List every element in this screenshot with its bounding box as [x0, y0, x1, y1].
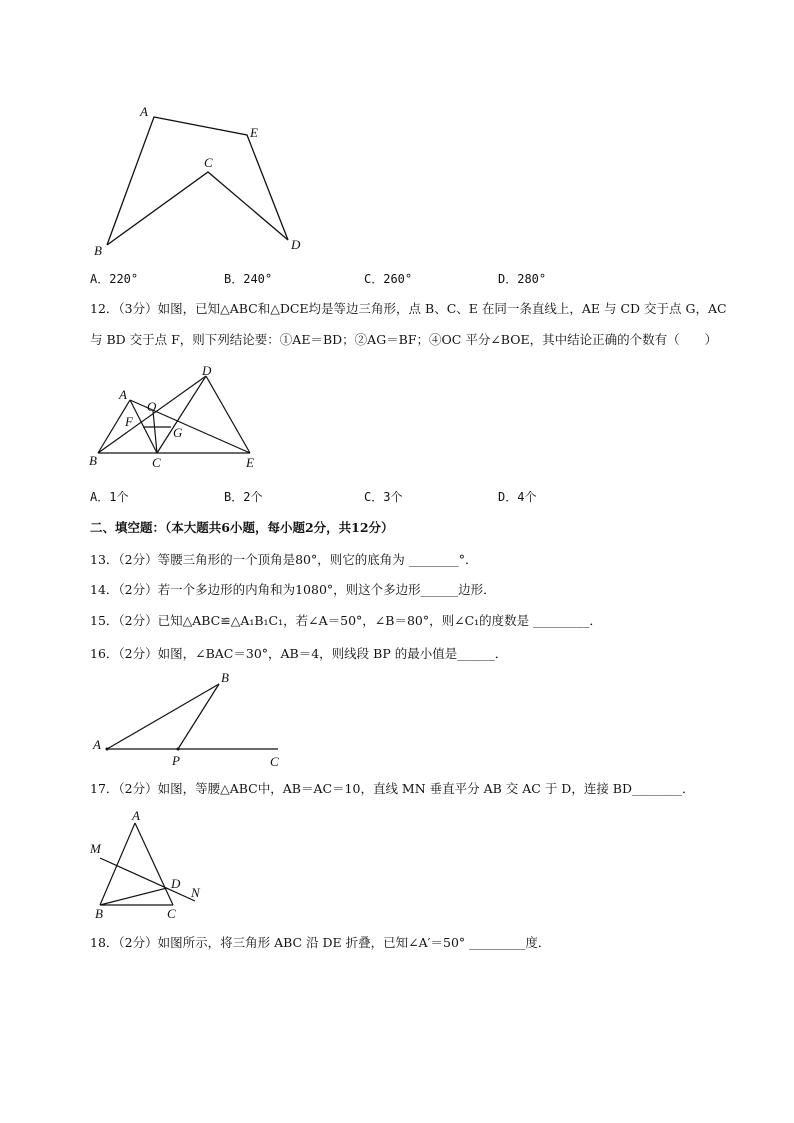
- q12-label-b: B: [89, 453, 97, 468]
- q12-label-e: E: [246, 455, 254, 470]
- q11-shape: [107, 117, 288, 245]
- q11-label-c: C: [204, 155, 213, 170]
- q11-figure: [88, 100, 318, 265]
- q16-label-a: A: [93, 737, 101, 752]
- q17-label-a: A: [132, 808, 140, 823]
- q11-option-c: C．260°: [364, 272, 413, 286]
- q17-label-n: N: [191, 885, 200, 900]
- q12-text-line1: 12．（3分）如图，已知△ABC和△DCE均是等边三角形，点 B、C、E 在同一条直线上，AE 与 CD 交于点 G，AC: [90, 301, 727, 316]
- q16-label-c: C: [270, 754, 279, 768]
- q12-label-g: G: [173, 425, 183, 440]
- q17-label-c: C: [167, 906, 176, 921]
- section-heading-fill-in: 二、填空题：（本大题共6小题，每小题2分，共12分）: [90, 520, 394, 535]
- q11-option-a: A．220°: [90, 272, 139, 286]
- q12-figure: [84, 360, 274, 475]
- q17-figure: [86, 805, 216, 925]
- q17-label-m: M: [90, 841, 101, 856]
- q11-label-b: B: [94, 243, 102, 258]
- q12-label-d: D: [202, 363, 212, 378]
- q11-label-d: D: [291, 237, 301, 252]
- q12-label-f: F: [125, 414, 133, 429]
- q17-text: 17．（2分）如图，等腰△ABC中，AB＝AC＝10，直线 MN 垂直平分 AB 交 AC 于 D，连接 BD________．: [90, 781, 695, 796]
- q16-text: 16．（2分）如图，∠BAC＝30°，AB＝4，则线段 BP 的最小值是______．: [90, 646, 508, 661]
- q12-option-d: D．4个: [498, 490, 537, 504]
- q16-label-b: B: [221, 670, 229, 685]
- q12-option-c: C．3个: [364, 490, 403, 504]
- q12-option-a: A．1个: [90, 490, 129, 504]
- q11-label-e: E: [250, 125, 258, 140]
- q12-option-b: B．2个: [224, 490, 263, 504]
- q12-label-o: O: [147, 399, 157, 414]
- q17-label-b: B: [95, 906, 103, 921]
- q16-label-p: P: [172, 753, 180, 768]
- q11-option-d: D．280°: [498, 272, 547, 286]
- q11-label-a: A: [140, 104, 148, 119]
- q12-label-c: C: [152, 455, 161, 470]
- q12-label-a: A: [119, 387, 127, 402]
- q12-text-line2: 与 BD 交于点 F，则下列结论要：①AE＝BD；②AG＝BF；④OC 平分∠BOE，其中结论正确的个数有（ ）: [90, 332, 718, 347]
- q13-text: 13．（2分）等腰三角形的一个顶角是80°，则它的底角为 ________°．: [90, 552, 478, 567]
- q11-option-b: B．240°: [224, 272, 273, 286]
- q17-label-d: D: [171, 876, 181, 891]
- q14-text: 14．（2分）若一个多边形的内角和为1080°，则这个多边形______边形．: [90, 582, 496, 597]
- q15-text: 15．（2分）已知△ABC≌△A₁B₁C₁，若∠A＝50°，∠B＝80°，则∠C₁的度数是 _________．: [90, 613, 602, 628]
- q18-text: 18．（2分）如图所示，将三角形 ABC 沿 DE 折叠，已知∠A′＝50° _________度．: [90, 935, 551, 950]
- q16-figure: [88, 668, 288, 768]
